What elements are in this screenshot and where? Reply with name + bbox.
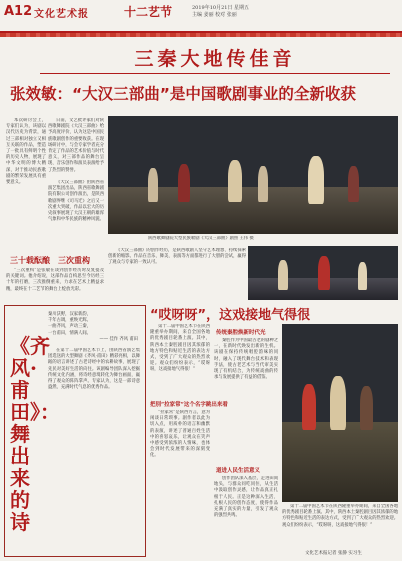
performance-photo bbox=[282, 324, 398, 502]
article2-vertical-title: 《齐风·甫田》：舞出来的诗 bbox=[10, 334, 60, 534]
article3-column-3 bbox=[214, 338, 278, 462]
article1-column-5 bbox=[108, 248, 246, 300]
banner-title: 三秦大地传佳音 bbox=[134, 48, 296, 70]
article1-headline: 张效敏：“大汉三部曲”是中国歌剧事业的全新收获 bbox=[10, 85, 356, 103]
article3-text-5: 第十二届中国艺术节在陕西隆重举办期间，来自全国各地的优秀剧目轮番上演。其中，陕西本土秦腔剧目因其浓郁的地方特色和贴近生活的表达方式，受到了广大观众的热烈欢迎。观众们纷纷表示，“哎呀呀，这戏接地气得很！” bbox=[282, 504, 398, 528]
verse-line: 秦川沃野，汉家新韵， bbox=[48, 312, 91, 317]
verse-attribution: —— 佳作 齐风 甫田 bbox=[99, 336, 138, 342]
article2-text: 在第十二届中国艺术节上，由陕西省演艺集团选送的大型舞剧《齐风·甫田》精彩亮相，以舞蹈的语言讲述了古老诗经中的农耕故事，展现了先民对美好生活的向往。该剧编导团队深入挖掘传统文化内涵，将诗经意境转化为舞台画面，赢得了观众的阵阵掌声。专家认为，这是一部诗意盎然、充满时代气息的优秀作品。 bbox=[48, 348, 140, 391]
article1-text-4: “三次重构”是张敏在谈到创作经历时反复提及的关键词。他介绍说，这部作品自构思至今历经三十年的打磨，三次推倒重来，力求在艺术上精益求精，最终在十二艺节的舞台上绽放光彩。 bbox=[6, 268, 104, 292]
newspaper-name: 文化艺术报 bbox=[34, 9, 89, 20]
issue-date: 2019年10月21日 星期五 bbox=[192, 5, 250, 11]
article1-column-2 bbox=[48, 180, 104, 254]
issue-editors: 主编 姜丽 校对 张丽 bbox=[192, 12, 237, 18]
article3-column-4 bbox=[214, 476, 278, 548]
article3-text-4: 创作团队深入基层，走进田间地头，与群众同吃同住，从生活中汲取创作灵感，让作品真正扎根于人民。正是这种深入生活、扎根人民的创作态度，使得作品充满了真实的力量，引发了观众的强烈共鸣。 bbox=[214, 476, 278, 519]
banner-rule bbox=[40, 73, 390, 74]
article3-column-5 bbox=[282, 504, 398, 548]
page-header bbox=[0, 0, 402, 32]
article3-column-1 bbox=[150, 324, 210, 396]
photo-caption: 陕西歌舞剧院大型民族歌剧《大汉三部曲》剧照 王伟 摄 bbox=[148, 236, 254, 241]
article3-headline: “哎呀呀”，这戏接地气得很 bbox=[150, 308, 311, 323]
article3-text-1: 第十二届中国艺术节在陕西隆重举办期间，来自全国各地的优秀剧目轮番上演。其中，陕西本土秦腔剧目因其浓郁的地方特色和贴近生活的表达方式，受到了广大观众的热烈欢迎。观众们纷纷表示，“哎呀呀，这戏接地气得很！” bbox=[150, 324, 210, 373]
footer-credit: 文化艺术报记者 张静 实习生 bbox=[305, 551, 362, 556]
article1-text-5: 《大汉三部曲》的创作经历，是陕西歌剧人坚守艺术理想、持续探索创新的缩影。作品在音乐、舞美、表演等方面都进行了大胆的尝试，赢得了观众与专家的一致认可。 bbox=[108, 248, 246, 266]
article3-subhead-3: 道进人民生活意义 bbox=[216, 468, 261, 474]
opera-stage-photo bbox=[108, 116, 398, 234]
article1-subhead: 三十载酝酿 三次重构 bbox=[10, 255, 90, 265]
article1-text-2: 《大汉三部曲》由陕西省演艺集团出品，陕西省歌舞剧院有限公司创作演出，是陕西歌剧界继《司马迁》之后又一次重大突破，作品以宏大的历史叙事展现了大汉王朝的雄浑气象和中华民族的精神风貌。 bbox=[48, 180, 104, 223]
article1-column-4 bbox=[6, 268, 104, 300]
article3-text-3: 秦腔作为中国最古老的剧种之一，在新时代焕发出新的生机。该剧在保持传统唱腔韵味的同时，融入了现代舞台技术和表现手法，使古老艺术与当代审美实现了有机结合，为传统戏曲的传承与发展提供了有益的借鉴。 bbox=[214, 338, 278, 381]
verse-line: 一曲齐风，声动三秦， bbox=[48, 324, 91, 330]
decorative-band bbox=[0, 33, 402, 37]
article1-text-3: 本次研讨会上，专家们认为，该剧以汉代历史为背景，通过三部相对独立又相互关联的作品，塑造了一批具有鲜明个性的历史人物，展现了中华文明的博大精深，对于推动民族歌剧的繁荣发展具有重要意义。 bbox=[6, 118, 46, 186]
section-name: 十二艺节 bbox=[124, 5, 173, 19]
article1-text-1: 日前，文艺批评家们对陕西歌舞剧院《大汉三部曲》给予高度评价，认为这是中国民族歌剧创作的重要收获。在现场研讨中，与会专家学者充分肯定了作品的艺术价值与时代意义，对三部作品的舞台呈现、音乐创作和演员表演给予了热烈的赞誉。 bbox=[48, 118, 104, 173]
verse-line: 千年古调，重焕光辉。 bbox=[48, 318, 91, 324]
issue-info bbox=[192, 5, 312, 19]
dance-photo bbox=[248, 246, 398, 300]
article3-subhead-1: 把别“拉家常”这个名字跳出来看 bbox=[150, 402, 228, 408]
page-number: A12 bbox=[4, 4, 33, 19]
article1-column-0 bbox=[6, 118, 46, 224]
article3-subhead-2: 传统秦腔焕新时代光 bbox=[216, 330, 266, 336]
article3-text-2: “拉家常”是陕西方言，意为闲谈日常琐事。剧作者以此为切入点，用质朴的语言和幽默的表演，讲述了普通百姓生活中的喜怒哀乐，让观众在笑声中感受到浓浓的人情味，也体会到时代发展带来的深刻变化。 bbox=[150, 410, 210, 459]
article2-body bbox=[48, 348, 140, 548]
article1-column-1 bbox=[48, 118, 104, 178]
verse-line: 一台甫田，情满人间。 bbox=[48, 330, 91, 336]
article2-verse bbox=[48, 312, 138, 343]
article3-column-2 bbox=[150, 410, 210, 546]
